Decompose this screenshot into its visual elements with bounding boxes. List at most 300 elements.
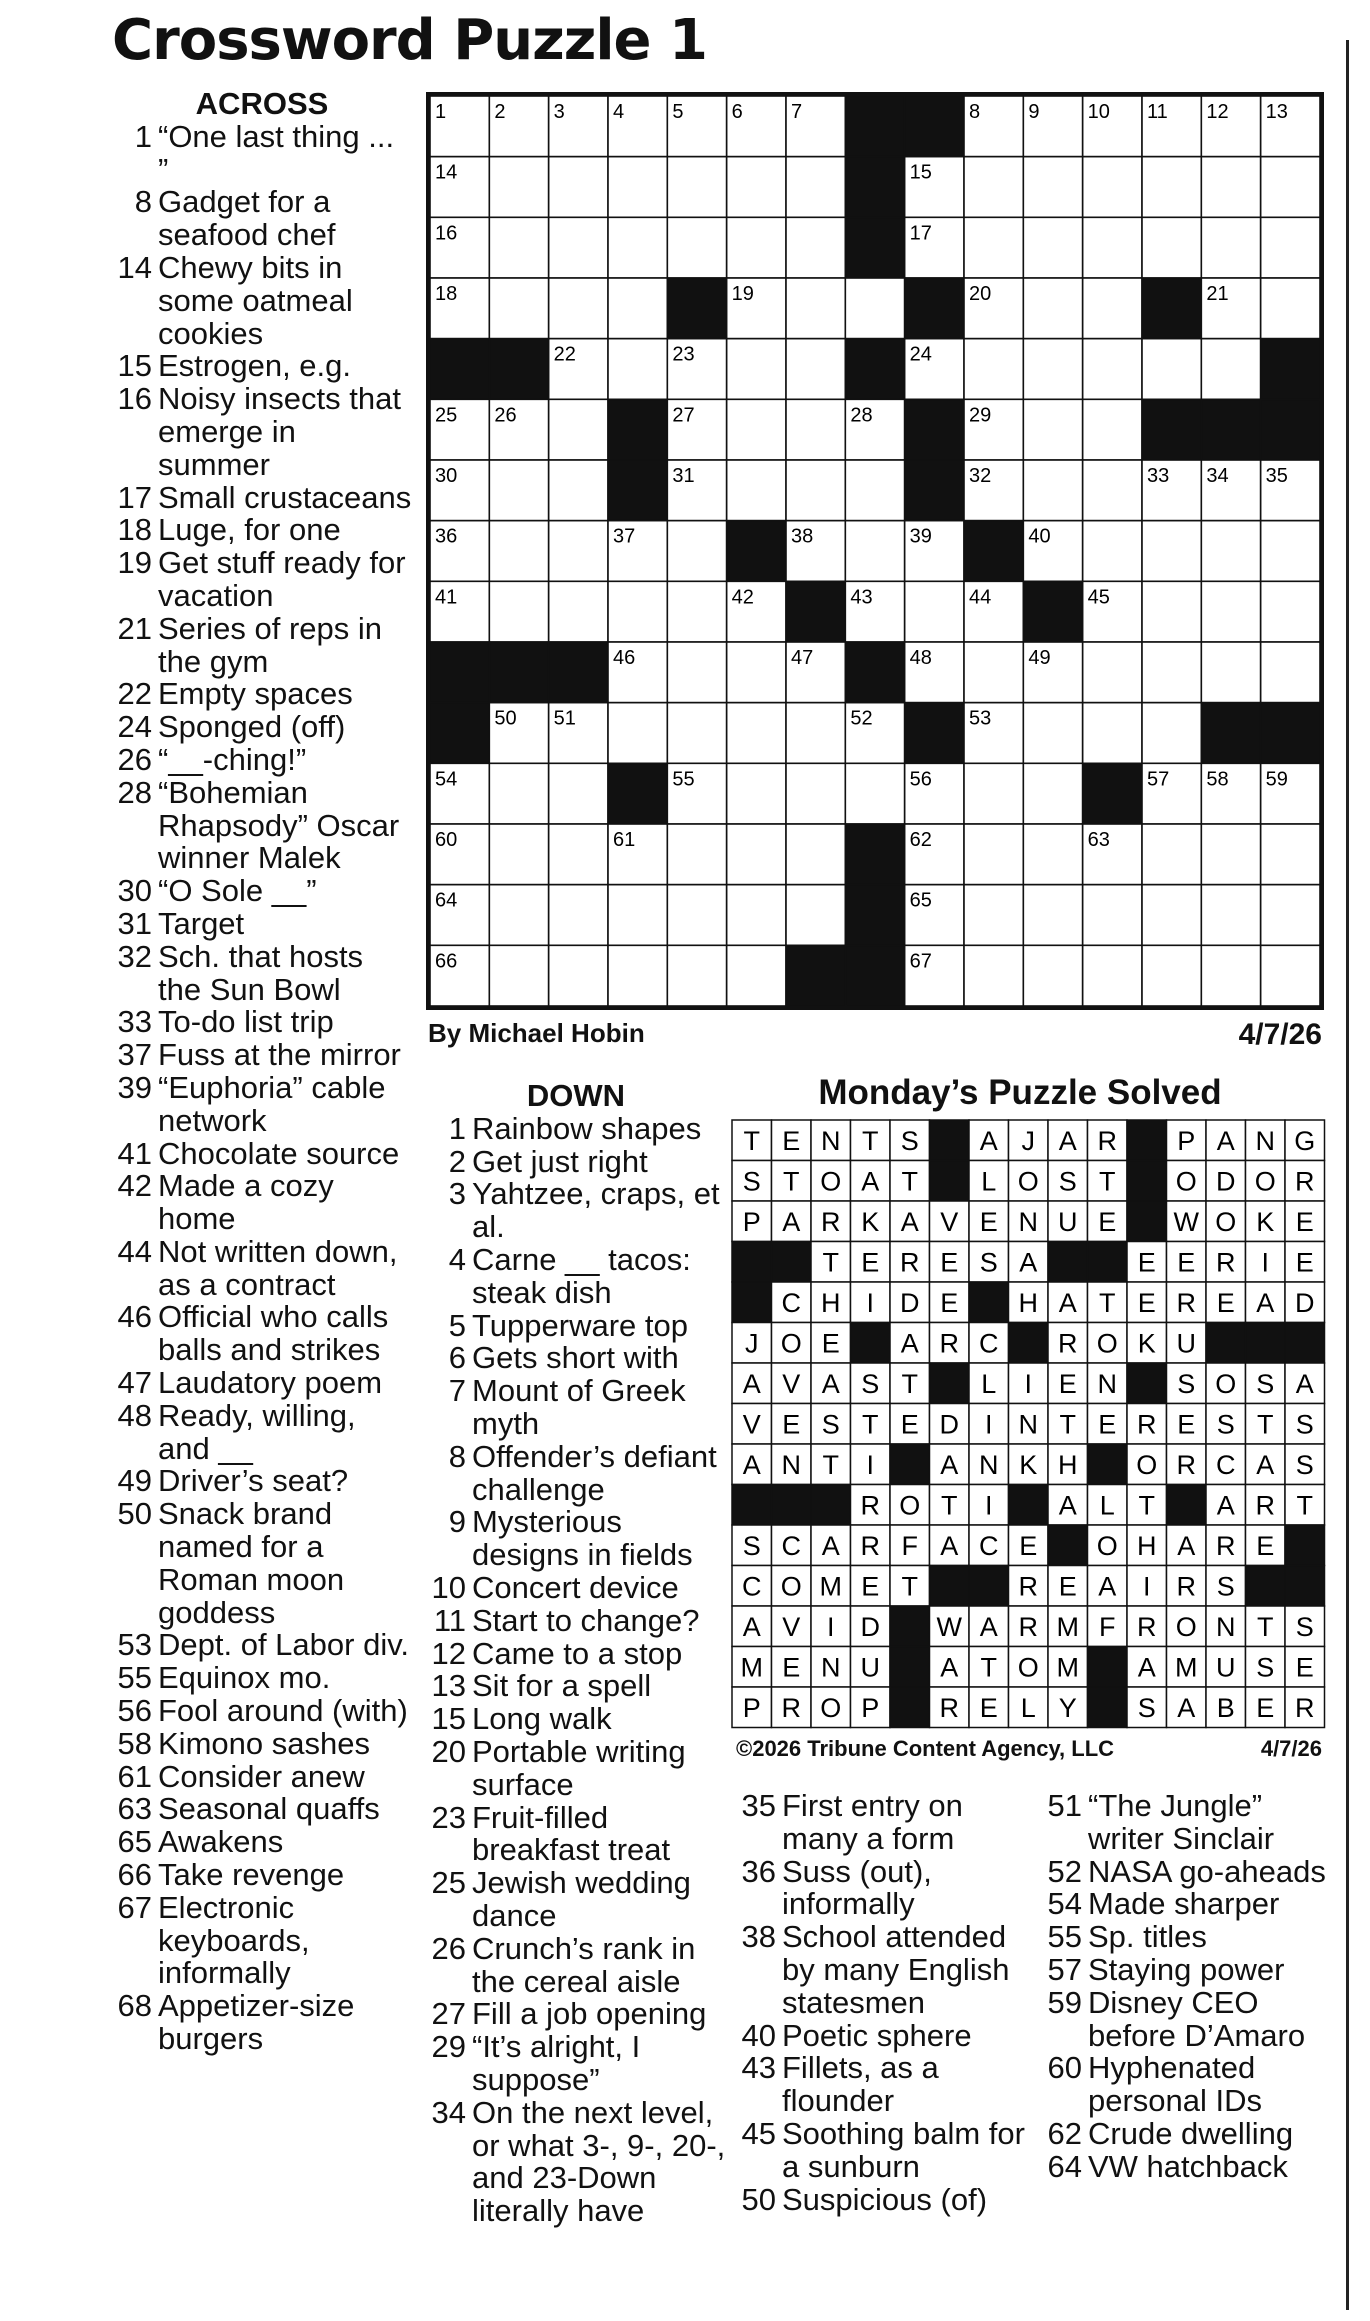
grid-cell[interactable] <box>845 521 904 582</box>
grid-cell[interactable] <box>1083 157 1142 218</box>
clue-item <box>112 1695 412 1728</box>
clue-text: Gets short with <box>472 1340 679 1376</box>
solved-letter: E <box>979 1692 998 1723</box>
solved-black-square <box>1088 1687 1128 1728</box>
solved-letter: R <box>781 1692 801 1723</box>
clue-item <box>112 350 412 383</box>
clue-item <box>112 249 412 351</box>
clue-item <box>112 1859 412 1892</box>
solved-letter: T <box>1099 1166 1116 1197</box>
clue-number: 4 <box>448 1241 466 1277</box>
grid-cell[interactable] <box>786 885 845 946</box>
solved-letter: E <box>979 1206 998 1237</box>
grid-cell[interactable] <box>489 521 548 582</box>
grid-cell[interactable] <box>1261 217 1320 278</box>
grid-cell[interactable] <box>1142 885 1201 946</box>
black-square <box>845 339 904 400</box>
grid-cell[interactable] <box>905 581 964 642</box>
cell-number: 40 <box>1028 525 1051 548</box>
grid-cell[interactable] <box>1261 278 1320 339</box>
grid-cell[interactable] <box>1142 945 1201 1006</box>
grid-cell[interactable] <box>489 278 548 339</box>
grid-cell[interactable] <box>608 703 667 764</box>
black-square <box>905 460 964 521</box>
grid-cell[interactable] <box>608 581 667 642</box>
clue-number: 27 <box>431 1996 466 2032</box>
grid-cell[interactable] <box>489 460 548 521</box>
clue-number: 53 <box>117 1627 152 1663</box>
grid-cell[interactable] <box>549 824 608 885</box>
clue-number: 30 <box>117 873 152 909</box>
solved-black-square <box>890 1647 930 1688</box>
grid-cell[interactable] <box>1142 157 1201 218</box>
cell-number: 20 <box>969 283 992 305</box>
cell-number: 18 <box>435 283 458 305</box>
solved-letter: T <box>822 1247 839 1278</box>
grid-cell[interactable] <box>727 339 786 400</box>
clue-text: Carne __ tacos: steak dish <box>472 1241 691 1310</box>
grid-cell[interactable] <box>1201 945 1260 1006</box>
clue-item <box>112 1367 412 1400</box>
clue-number: 60 <box>1047 2050 1082 2086</box>
grid-cell[interactable] <box>1023 460 1082 521</box>
solved-letter: S <box>1177 1368 1196 1399</box>
grid-cell[interactable] <box>489 217 548 278</box>
grid-cell[interactable] <box>549 460 608 521</box>
solved-letter: N <box>821 1125 841 1156</box>
cell-number: 41 <box>435 586 458 609</box>
grid-cell[interactable] <box>786 278 845 339</box>
byline: By Michael Hobin <box>428 1018 645 1048</box>
clue-item <box>426 1799 726 1868</box>
grid-cell[interactable] <box>727 824 786 885</box>
cell-number: 22 <box>553 343 576 366</box>
grid-cell[interactable] <box>1201 339 1260 400</box>
grid-cell[interactable] <box>727 217 786 278</box>
solved-grid <box>730 1118 1327 1735</box>
solved-letter: H <box>1137 1530 1157 1561</box>
grid-cell[interactable] <box>1142 703 1201 764</box>
clue-text: Sp. titles <box>1088 1919 1207 1955</box>
solved-letter: A <box>1058 1125 1077 1156</box>
clue-item <box>112 479 412 515</box>
clue-item <box>112 1135 412 1171</box>
cell-number: 5 <box>672 101 684 123</box>
grid-cell[interactable] <box>727 642 786 703</box>
solved-letter: C <box>742 1571 762 1602</box>
grid-cell[interactable] <box>1261 157 1320 218</box>
grid-cell[interactable] <box>667 885 726 946</box>
clue-number: 51 <box>1047 1788 1082 1823</box>
black-square <box>608 763 667 824</box>
solved-letter: T <box>980 1652 997 1683</box>
solved-black-square <box>1206 1323 1246 1364</box>
cell-number: 39 <box>909 525 932 548</box>
solved-letter: V <box>782 1368 801 1399</box>
grid-cell[interactable] <box>1083 642 1142 703</box>
grid-cell[interactable] <box>727 157 786 218</box>
black-square <box>1201 399 1260 460</box>
grid-cell[interactable] <box>1261 885 1320 946</box>
black-square <box>1142 399 1201 460</box>
down-clues <box>426 1080 726 2228</box>
clue-item <box>112 1793 412 1826</box>
grid-cell[interactable] <box>549 278 608 339</box>
grid-cell[interactable] <box>667 824 726 885</box>
clue-text: VW hatchback <box>1088 2148 1288 2184</box>
grid-cell[interactable] <box>1201 217 1260 278</box>
solved-black-square <box>930 1566 970 1607</box>
cell-number: 38 <box>791 525 814 548</box>
solved-black-square <box>1088 1242 1128 1283</box>
solved-letter: Y <box>1058 1692 1077 1723</box>
grid-cell[interactable] <box>1142 581 1201 642</box>
grid-cell[interactable] <box>667 217 726 278</box>
cell-number: 12 <box>1206 101 1229 123</box>
solved-letter: E <box>1295 1206 1314 1237</box>
cell-number: 14 <box>435 161 458 184</box>
solved-black-square <box>1285 1323 1325 1364</box>
clue-text: Sit for a spell <box>472 1668 652 1704</box>
grid-cell[interactable] <box>964 642 1023 703</box>
grid-cell[interactable] <box>786 157 845 218</box>
clue-number: 40 <box>741 2017 776 2053</box>
grid-cell[interactable] <box>608 217 667 278</box>
grid-cell[interactable] <box>1023 763 1082 824</box>
grid-cell[interactable] <box>727 885 786 946</box>
solved-letter: A <box>1058 1490 1077 1521</box>
grid-cell[interactable] <box>549 945 608 1006</box>
clue-item <box>112 774 412 876</box>
grid-cell[interactable] <box>786 217 845 278</box>
clue-number: 61 <box>117 1758 152 1794</box>
grid-cell[interactable] <box>1083 460 1142 521</box>
solved-letter: N <box>979 1449 999 1480</box>
clue-text: Ready, willing, and __ <box>158 1397 356 1466</box>
clue-item <box>1042 2115 1342 2151</box>
cell-number: 61 <box>613 829 636 851</box>
grid-cell[interactable] <box>964 763 1023 824</box>
grid-cell[interactable] <box>1261 581 1320 642</box>
grid-cell[interactable] <box>1023 703 1082 764</box>
grid-cell[interactable] <box>1023 885 1082 946</box>
grid-cell[interactable] <box>786 824 845 885</box>
solved-letter: R <box>1137 1611 1157 1642</box>
grid-cell[interactable] <box>964 824 1023 885</box>
grid-cell[interactable] <box>489 581 548 642</box>
grid-cell[interactable] <box>1023 824 1082 885</box>
solved-letter: U <box>1058 1206 1078 1237</box>
grid-cell[interactable] <box>1083 278 1142 339</box>
clue-text: Fill a job opening <box>472 1996 707 2032</box>
grid-cell[interactable] <box>1142 217 1201 278</box>
grid-cell[interactable] <box>667 581 726 642</box>
grid-cell[interactable] <box>964 157 1023 218</box>
solved-letter: S <box>861 1368 880 1399</box>
solved-black-square <box>732 1242 772 1283</box>
grid-cell[interactable] <box>727 399 786 460</box>
grid-cell[interactable] <box>1023 278 1082 339</box>
solved-letter: A <box>940 1449 959 1480</box>
grid-cell[interactable] <box>1023 157 1082 218</box>
grid-cell[interactable] <box>786 460 845 521</box>
solved-letter: E <box>1137 1247 1156 1278</box>
grid-cell[interactable] <box>1201 885 1260 946</box>
clue-item <box>426 2031 726 2097</box>
puzzle-date: 4/7/26 <box>1238 1018 1322 1051</box>
grid-cell[interactable] <box>1023 945 1082 1006</box>
solved-letter: K <box>861 1206 880 1237</box>
grid-cell[interactable] <box>1083 703 1142 764</box>
solved-letter: S <box>1295 1409 1314 1440</box>
grid-cell[interactable] <box>1142 642 1201 703</box>
clue-text: Disney CEO before D’Amaro <box>1088 1984 1306 2053</box>
grid-cell[interactable] <box>1023 399 1082 460</box>
grid-cell[interactable] <box>1023 217 1082 278</box>
black-square <box>430 703 489 764</box>
clue-number: 46 <box>117 1299 152 1335</box>
clue-number: 8 <box>448 1438 466 1474</box>
grid-cell[interactable] <box>489 885 548 946</box>
clue-item <box>112 1233 412 1302</box>
clue-number: 49 <box>117 1463 152 1499</box>
grid-cell[interactable] <box>727 703 786 764</box>
clue-item <box>426 1178 726 1244</box>
clue-text: Chewy bits in some oatmeal cookies <box>158 249 353 351</box>
grid-cell[interactable] <box>786 399 845 460</box>
solved-letter: D <box>1295 1287 1315 1318</box>
grid-cell[interactable] <box>1142 521 1201 582</box>
grid-cell[interactable] <box>667 703 726 764</box>
clue-number: 18 <box>117 512 152 548</box>
solved-letter: R <box>1058 1328 1078 1359</box>
clue-item <box>112 1990 412 2056</box>
grid-cell[interactable] <box>845 278 904 339</box>
clue-text: Offender’s defiant challenge <box>472 1438 717 1507</box>
clue-number: 66 <box>117 1857 152 1893</box>
solved-letter: T <box>1138 1490 1155 1521</box>
grid-cell[interactable] <box>964 945 1023 1006</box>
clue-text: School attended by many English statesmen <box>782 1919 1010 2020</box>
clue-text: Long walk <box>472 1701 612 1737</box>
solved-letter: O <box>1096 1328 1118 1359</box>
black-square <box>1261 703 1320 764</box>
solved-letter: L <box>981 1368 997 1399</box>
solved-letter: A <box>979 1611 998 1642</box>
solved-letter: D <box>1216 1166 1236 1197</box>
grid-cell[interactable] <box>786 339 845 400</box>
solved-letter: A <box>900 1206 919 1237</box>
clue-text: Yahtzee, craps, et al. <box>472 1176 720 1245</box>
clue-number: 35 <box>741 1788 776 1823</box>
grid-cell[interactable] <box>667 945 726 1006</box>
across-clues <box>112 88 412 2056</box>
solved-letter: S <box>821 1409 840 1440</box>
grid-cell[interactable] <box>1023 339 1082 400</box>
grid-cell[interactable] <box>549 399 608 460</box>
clue-number: 37 <box>117 1037 152 1073</box>
clue-number: 7 <box>448 1373 466 1409</box>
solved-letter: E <box>861 1247 880 1278</box>
cell-number: 49 <box>1028 647 1051 669</box>
solved-black-square <box>1127 1201 1167 1242</box>
solved-letter: I <box>866 1449 875 1480</box>
grid-cell[interactable] <box>549 581 608 642</box>
solved-letter: L <box>1099 1490 1115 1521</box>
grid-cell[interactable] <box>1261 945 1320 1006</box>
solved-letter: S <box>1295 1611 1314 1642</box>
grid-cell[interactable] <box>608 278 667 339</box>
clue-text: Fool around (with) <box>158 1693 408 1729</box>
clue-number: 34 <box>431 2094 466 2130</box>
grid-cell[interactable] <box>1142 339 1201 400</box>
solved-black-square <box>1167 1485 1207 1526</box>
clue-item <box>112 1826 412 1859</box>
clue-item <box>112 1069 412 1138</box>
solved-letter: E <box>782 1652 801 1683</box>
grid-cell[interactable] <box>489 157 548 218</box>
grid-cell[interactable] <box>727 763 786 824</box>
solved-black-square <box>1088 1444 1128 1485</box>
grid-cell[interactable] <box>549 157 608 218</box>
cell-number: 35 <box>1265 465 1288 487</box>
solved-letter: N <box>1018 1409 1038 1440</box>
grid-cell[interactable] <box>1201 157 1260 218</box>
black-square <box>845 885 904 946</box>
cell-number: 15 <box>909 161 932 184</box>
grid-cell[interactable] <box>1201 581 1260 642</box>
clue-number: 23 <box>431 1799 466 1835</box>
solved-letter: S <box>1295 1449 1314 1480</box>
solved-letter: A <box>1098 1571 1117 1602</box>
solved-letter: E <box>821 1328 840 1359</box>
grid-cell[interactable] <box>549 763 608 824</box>
grid-cell[interactable] <box>1261 521 1320 582</box>
grid-cell[interactable] <box>1083 885 1142 946</box>
black-square <box>1261 399 1320 460</box>
solved-letter: T <box>783 1166 800 1197</box>
grid-cell[interactable] <box>1083 399 1142 460</box>
clue-number: 26 <box>431 1930 466 1966</box>
grid-cell[interactable] <box>608 157 667 218</box>
solved-letter: A <box>1256 1449 1275 1480</box>
grid-cell[interactable] <box>1201 521 1260 582</box>
solved-letter: L <box>981 1166 997 1197</box>
grid-cell[interactable] <box>1083 217 1142 278</box>
solved-letter: H <box>1018 1287 1038 1318</box>
solved-letter: A <box>1216 1490 1235 1521</box>
grid-cell[interactable] <box>549 521 608 582</box>
grid-cell[interactable] <box>549 217 608 278</box>
black-square <box>905 96 964 157</box>
solved-letter: J <box>1021 1125 1035 1156</box>
clue-text: Soothing balm for a sunburn <box>782 2115 1025 2184</box>
clue-item <box>426 1307 726 1343</box>
down-clues-cont <box>736 1790 1036 2216</box>
clue-text: Hyphenated personal IDs <box>1088 2050 1263 2119</box>
grid-cell[interactable] <box>1201 824 1260 885</box>
solved-letter: V <box>940 1206 959 1237</box>
grid-cell[interactable] <box>608 885 667 946</box>
solved-letter: S <box>742 1530 761 1561</box>
solved-letter: E <box>1256 1692 1275 1723</box>
clue-text: First entry on many a form <box>782 1788 963 1856</box>
grid-cell[interactable] <box>608 339 667 400</box>
grid-cell[interactable] <box>608 945 667 1006</box>
grid-cell[interactable] <box>1083 945 1142 1006</box>
grid-cell[interactable] <box>964 217 1023 278</box>
clue-item <box>736 1853 1036 1922</box>
black-square <box>964 521 1023 582</box>
solved-letter: E <box>900 1409 919 1440</box>
grid-cell[interactable] <box>845 460 904 521</box>
grid-cell[interactable] <box>1261 642 1320 703</box>
clue-text: Laudatory poem <box>158 1365 383 1401</box>
solved-letter: D <box>860 1611 880 1642</box>
solved-black-square <box>772 1485 812 1526</box>
grid-cell[interactable] <box>667 157 726 218</box>
grid-cell[interactable] <box>964 885 1023 946</box>
grid-cell[interactable] <box>549 885 608 946</box>
grid-cell[interactable] <box>727 945 786 1006</box>
grid-cell[interactable] <box>667 521 726 582</box>
grid-cell[interactable] <box>1201 642 1260 703</box>
grid-cell[interactable] <box>489 945 548 1006</box>
grid-cell[interactable] <box>786 703 845 764</box>
black-square <box>845 96 904 157</box>
solved-letter: A <box>861 1166 880 1197</box>
clue-text: Crude dwelling <box>1088 2115 1294 2151</box>
grid-cell[interactable] <box>727 460 786 521</box>
clue-item <box>426 1375 726 1441</box>
solved-black-square <box>969 1566 1009 1607</box>
solved-letter: R <box>939 1328 959 1359</box>
solved-letter: U <box>1176 1328 1196 1359</box>
clue-number: 68 <box>117 1988 152 2024</box>
cell-number: 65 <box>909 889 932 912</box>
clue-text: Equinox mo. <box>158 1660 331 1696</box>
grid-cell[interactable] <box>489 824 548 885</box>
grid-cell[interactable] <box>489 763 548 824</box>
cell-number: 9 <box>1028 101 1040 123</box>
clue-number: 50 <box>741 2181 776 2217</box>
clue-text: Seasonal quaffs <box>158 1791 380 1827</box>
solved-letter: W <box>936 1611 962 1642</box>
grid-cell[interactable] <box>1142 824 1201 885</box>
clue-item <box>112 1170 412 1236</box>
grid-cell[interactable] <box>964 339 1023 400</box>
clue-item <box>112 547 412 613</box>
clue-item <box>112 118 412 187</box>
crossword-grid[interactable] <box>426 92 1324 1010</box>
solved-black-square <box>811 1485 851 1526</box>
grid-cell[interactable] <box>1083 521 1142 582</box>
clue-item <box>1042 1984 1342 2053</box>
grid-cell[interactable] <box>845 763 904 824</box>
clue-number: 29 <box>431 2029 466 2065</box>
clue-item <box>426 1438 726 1507</box>
grid-cell[interactable] <box>667 642 726 703</box>
black-square <box>489 642 548 703</box>
clue-text: Fuss at the mirror <box>158 1037 401 1073</box>
grid-cell[interactable] <box>1261 824 1320 885</box>
clue-item <box>736 2181 1036 2217</box>
solved-letter: P <box>742 1692 761 1723</box>
solved-letter: D <box>939 1409 959 1440</box>
grid-cell[interactable] <box>786 763 845 824</box>
grid-cell[interactable] <box>1083 339 1142 400</box>
solved-date: 4/7/26 <box>1260 1736 1322 1761</box>
